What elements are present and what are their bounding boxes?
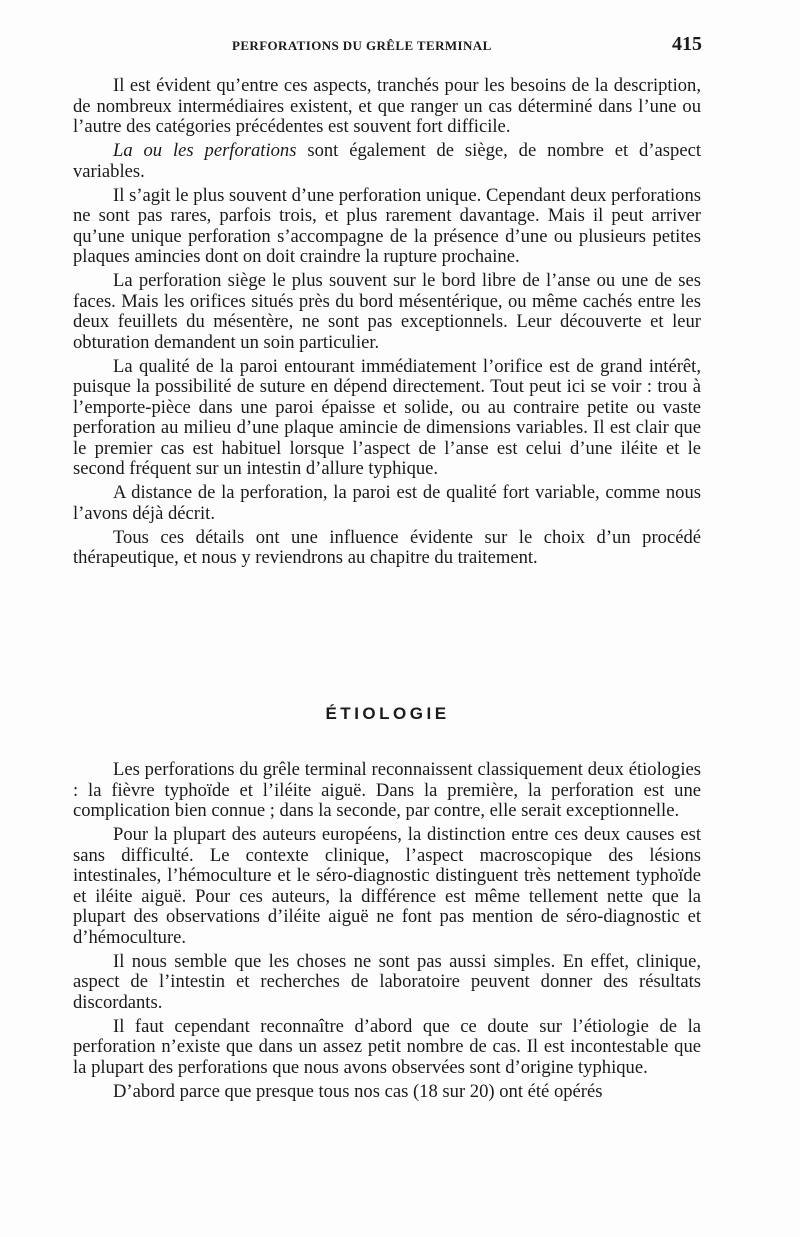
paragraph: A distance de la perforation, la paroi est de qualité fort variable, comme nous l’avons déjà décrit. xyxy=(73,482,701,524)
paragraph: Tous ces détails ont une influence évidente sur le choix d’un procédé thérapeutique, et nous y reviendrons au chapitre du traitement. xyxy=(73,526,701,568)
running-title: PERFORATIONS DU GRÊLE TERMINAL xyxy=(232,38,492,53)
paragraph: Il nous semble que les choses ne sont pas aussi simples. En effet, clinique, aspect de l’intestin et recherches de laboratoire peuvent donner des résultats discordants. xyxy=(73,950,701,1013)
paragraph: Il est évident qu’entre ces aspects, tranchés pour les besoins de la description, de nombreux intermédiaires existent, et que ranger un cas déterminé dans l’une ou l’autre des catégories précédentes est souvent fort difficile. xyxy=(73,75,701,137)
italic-lead: La ou les perforations xyxy=(113,140,297,161)
paragraph: Il faut cependant reconnaître d’abord que ce doute sur l’étiologie de la perforation n’existe que dans un assez petit nombre de cas. Il est incontestable que la plupart des perforations que nous avons observées sont d’origine typhique. xyxy=(73,1015,701,1078)
text-block-before-heading xyxy=(73,76,701,572)
paragraph: La ou les perforations sont également de siège, de nombre et d’aspect variables. xyxy=(73,140,701,182)
paragraph: La qualité de la paroi entourant immédiatement l’orifice est de grand intérêt, puisque la possibilité de suture en dépend directement. Tout peut ici se voir : trou à l’emporte-pièce dans une paroi épaisse et solide, ou au contraire petite ou vaste perforation au milieu d’une plaque amincie de dimensions variables. Il est clair que le premier cas est habituel lorsque l’aspect de l’anse est celui d’une iléite et le second fréquent sur un intestin d’allure typhique. xyxy=(73,355,701,479)
paragraph: Il s’agit le plus souvent d’une perforation unique. Cependant deux perforations ne sont pas rares, parfois trois, et plus rarement davantage. Mais il peut arriver qu’une unique perforation s’accompagne de la présence d’une ou plusieurs petites plaques amincies dont on doit craindre la rupture prochaine. xyxy=(73,184,701,267)
section-heading: ÉTIOLOGIE xyxy=(325,704,450,723)
page-number: 415 xyxy=(672,33,702,55)
paragraph: Les perforations du grêle terminal reconnaissent classiquement deux étiologies : la fièvre typhoïde et l’iléite aiguë. Dans la première, la perforation est une complication bien connue ; dans la seconde, par contre, elle serait exceptionnelle. xyxy=(73,759,701,821)
paragraph: D’abord parce que presque tous nos cas (18 sur 20) ont été opérés xyxy=(113,1080,603,1102)
paragraph: Pour la plupart des auteurs européens, la distinction entre ces deux causes est sans difficulté. Le contexte clinique, l’aspect macroscopique des lésions intestinales, l’hémoculture et le séro-diagnostic distinguent très nettement typhoïde et iléite aiguë. Pour ces auteurs, la différence est même tellement nette que la plupart des observations d’iléite aiguë ne font pas mention de séro-diagnostic et d’hémoculture. xyxy=(73,824,701,948)
text-block-after-heading xyxy=(73,760,701,1106)
paragraph: La perforation siège le plus souvent sur le bord libre de l’anse ou une de ses faces. Mais les orifices situés près du bord mésentérique, ou même cachés entre les deux feuillets du mésentère, ne sont pas exceptionnels. Leur découverte et leur obturation demandent un soin particulier. xyxy=(73,270,701,353)
